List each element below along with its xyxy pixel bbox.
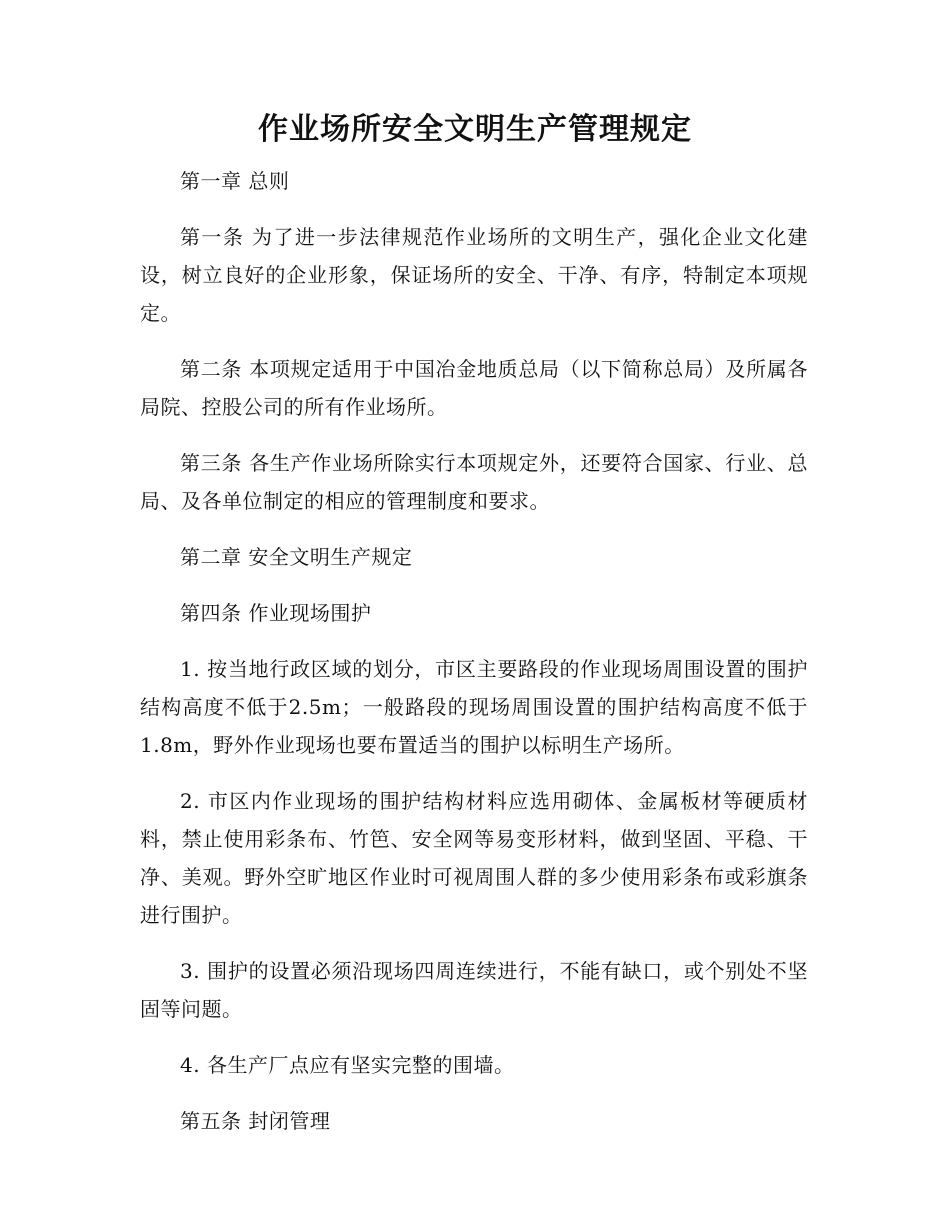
article-4-item-3: 3. 围护的设置必须沿现场四周连续进行，不能有缺口，或个别处不坚固等问题。 [140, 959, 808, 1021]
article-4-item-4: 4. 各生产厂点应有坚实完整的围墙。 [180, 1053, 515, 1077]
article-4-heading: 第四条 作业现场围护 [180, 601, 372, 625]
chapter-heading-2: 第二章 安全文明生产规定 [180, 545, 413, 569]
article-2: 第二条 本项规定适用于中国冶金地质总局（以下简称总局）及所属各局院、控股公司的所有作业场所。 [140, 357, 808, 419]
article-4-item-2: 2. 市区内作业现场的围护结构材料应选用砌体、金属板材等硬质材料，禁止使用彩条布、竹笆、安全网等易变形材料，做到坚固、平稳、干净、美观。野外空旷地区作业时可视周围人群的多少使用彩条布或彩旗条进行围护。 [140, 789, 808, 927]
article-3: 第三条 各生产作业场所除实行本项规定外，还要符合国家、行业、总局、及各单位制定的相应的管理制度和要求。 [140, 451, 808, 513]
article-5-heading: 第五条 封闭管理 [180, 1109, 331, 1133]
document-title: 作业场所安全文明生产管理规定 [258, 112, 692, 147]
article-4-item-1: 1. 按当地行政区域的划分，市区主要路段的作业现场周围设置的围护结构高度不低于2.5m；一般路段的现场周围设置的围护结构高度不低于1.8m，野外作业现场也要布置适当的围护以标明生产场所。 [140, 657, 808, 757]
chapter-heading-1: 第一章 总则 [180, 169, 290, 193]
document-body [140, 162, 808, 1158]
article-1: 第一条 为了进一步法律规范作业场所的文明生产，强化企业文化建设，树立良好的企业形象，保证场所的安全、干净、有序，特制定本项规定。 [140, 225, 808, 325]
